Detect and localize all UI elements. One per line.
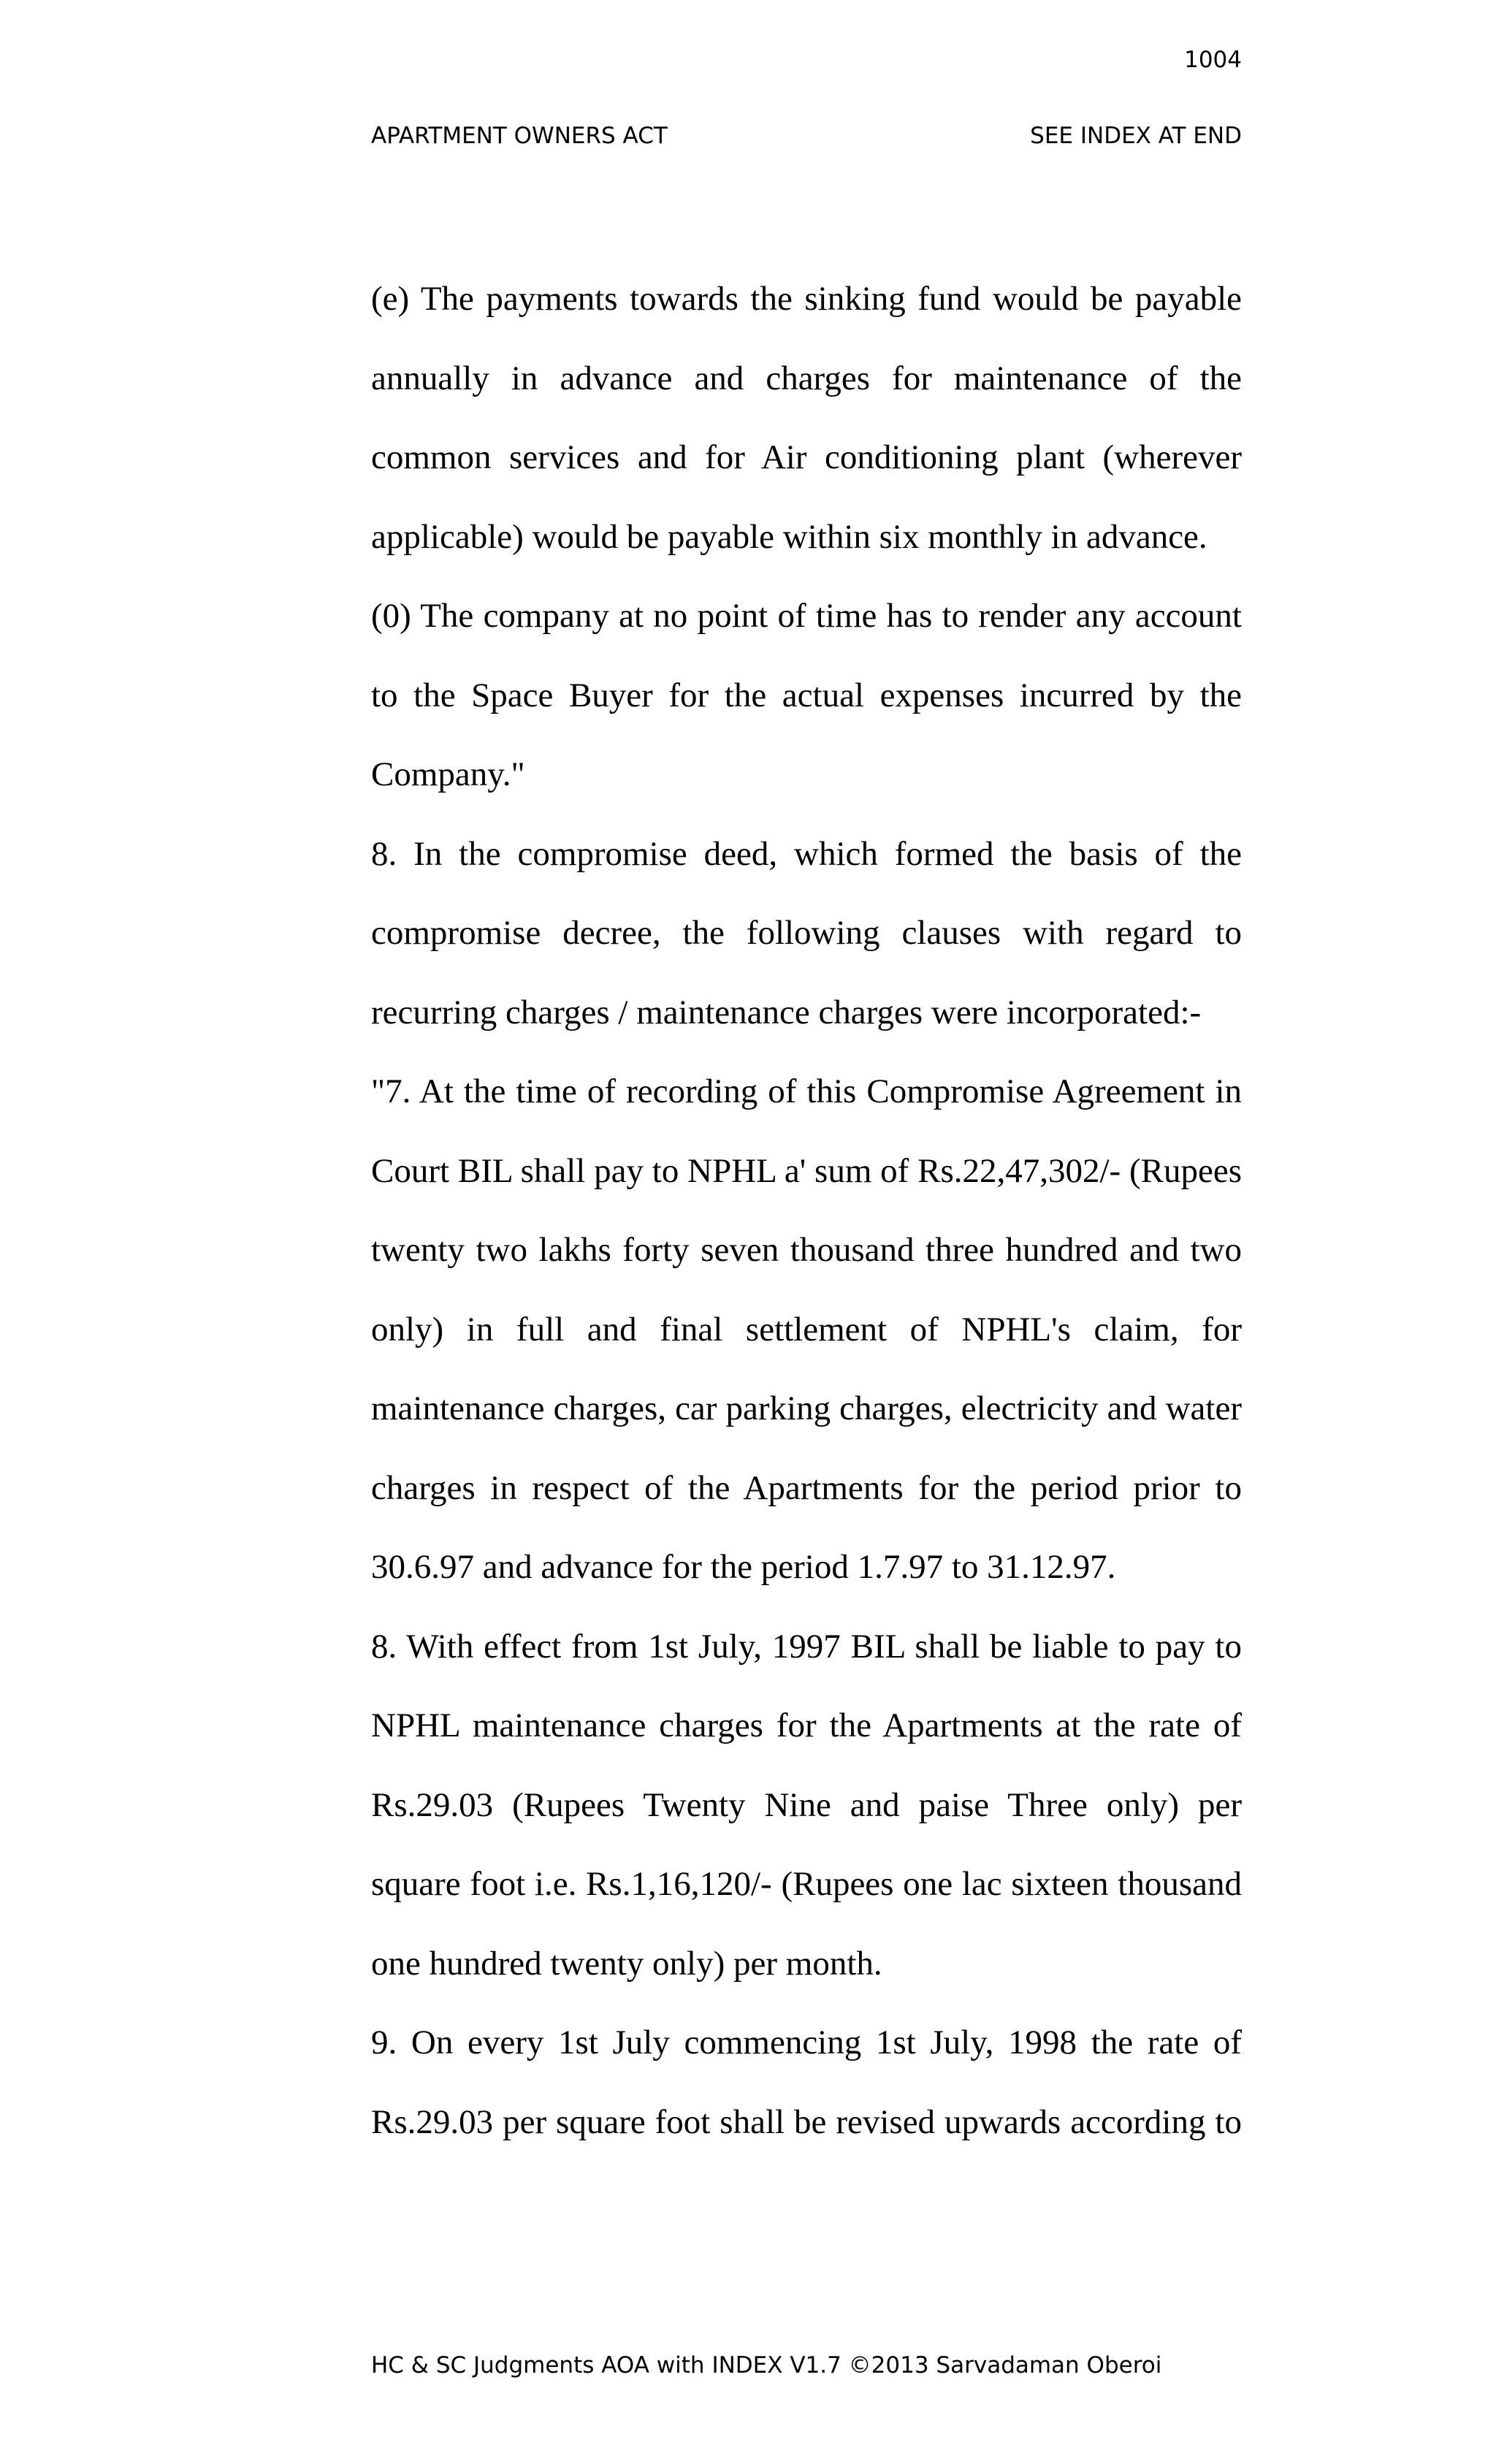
page-number: 1004 xyxy=(1184,47,1242,73)
document-body xyxy=(371,259,1242,2162)
paragraph-clause-8: 8. With effect from 1st July, 1997 BIL shall be liable to pay to NPHL maintenance charges for the Apartments at the rate of Rs.29.03 (Rupees Twenty Nine and paise Three only) per square foot i.e. Rs.1,16,120/- (Rupees one lac sixteen thousand one hundred twenty only) per month. xyxy=(371,1627,1242,1983)
page-footer: HC & SC Judgments AOA with INDEX V1.7 ©2013 Sarvadaman Oberoi xyxy=(371,2352,1162,2379)
running-header xyxy=(371,121,1242,150)
paragraph-clause-7: "7. At the time of recording of this Compromise Agreement in Court BIL shall pay to NPHL a' sum of Rs.22,47,302/- (Rupees twenty two lakhs forty seven thousand three hundred and two only) in full and final settlement of NPHL's claim, for maintenance charges, car parking charges, electricity and water charges in respect of the Apartments for the period prior to 30.6.97 and advance for the period 1.7.97 to 31.12.97. xyxy=(371,1072,1242,1586)
header-index-note: SEE INDEX AT END xyxy=(1030,123,1242,149)
paragraph-no-account: (0) The company at no point of time has to render any account to the Space Buyer for the actual expenses incurred by the Company." xyxy=(371,597,1242,793)
paragraph-sinking-fund: (e) The payments towards the sinking fund would be payable annually in advance and charges for maintenance of the common services and for Air conditioning plant (wherever applicable) would be payable within six monthly in advance. xyxy=(371,280,1242,556)
paragraph-compromise-deed: 8. In the compromise deed, which formed the basis of the compromise decree, the following clauses with regard to recurring charges / maintenance charges were incorporated:- xyxy=(371,834,1242,1031)
header-act-title: APARTMENT OWNERS ACT xyxy=(371,123,668,149)
paragraph-clause-9: 9. On every 1st July commencing 1st July, 1998 the rate of Rs.29.03 per square foot shall be revised upwards according to xyxy=(371,2024,1242,2141)
